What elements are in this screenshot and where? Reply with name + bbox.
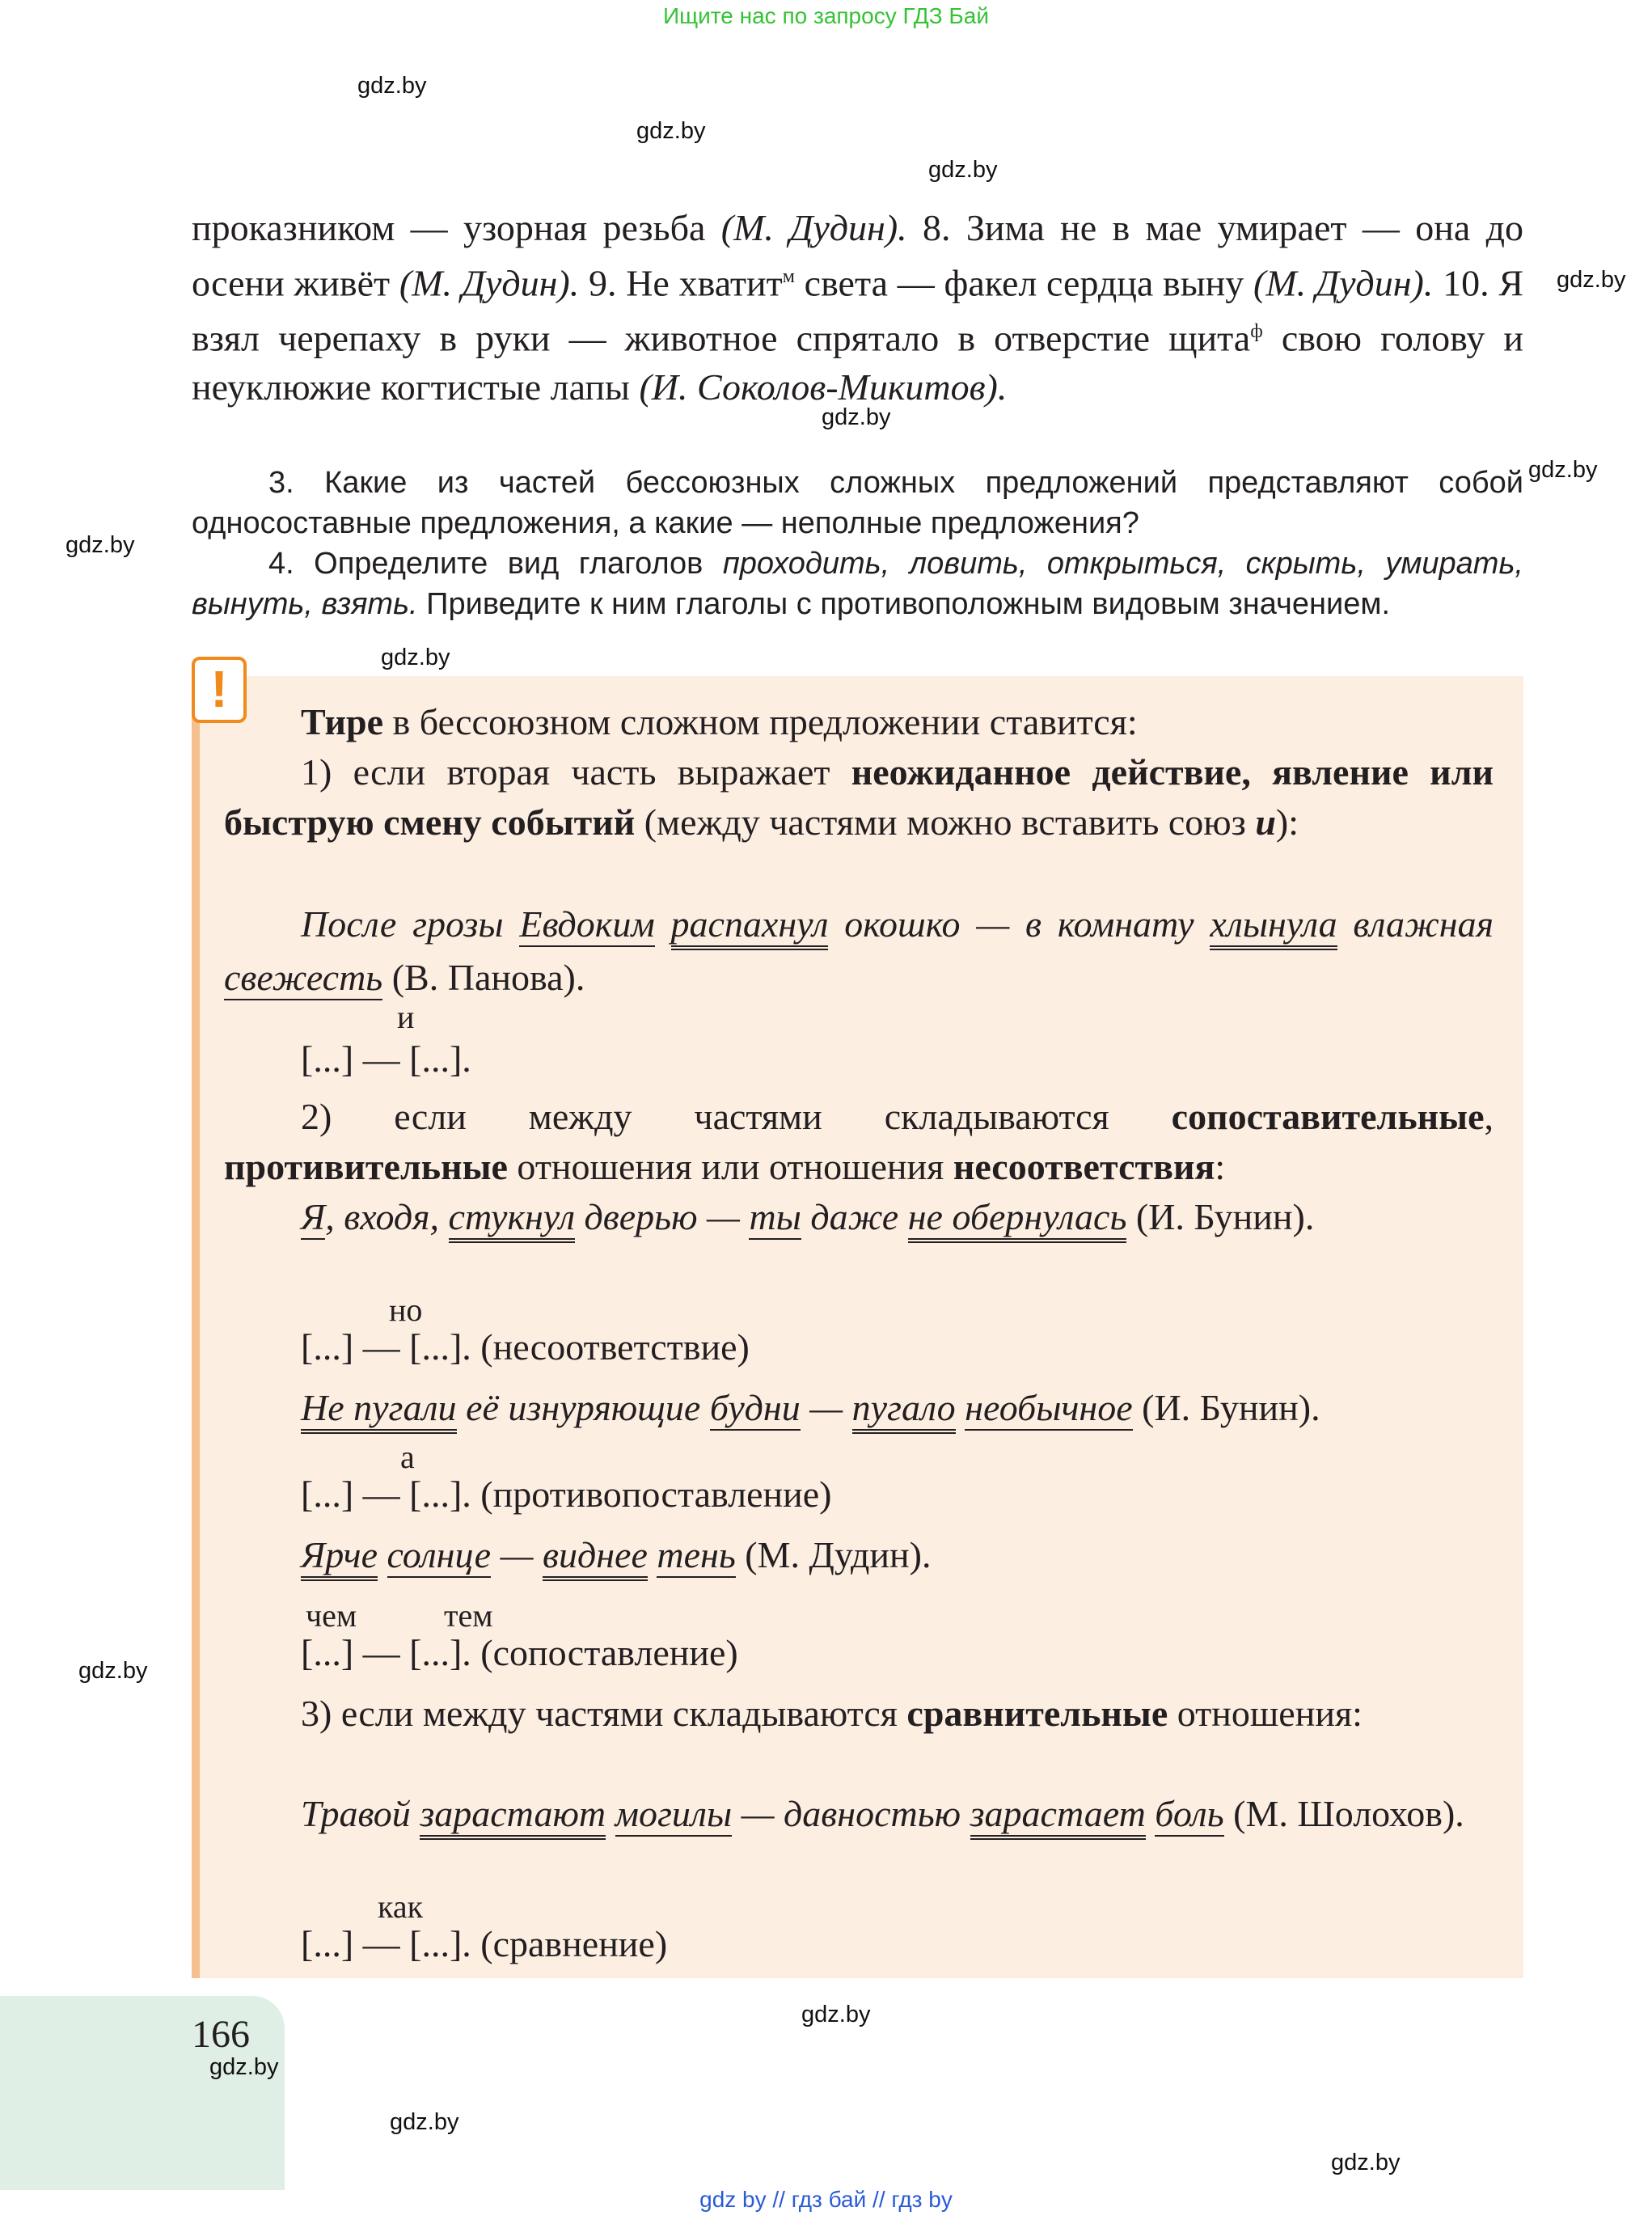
watermark: gdz.by xyxy=(928,157,998,183)
scheme-conjunction: как xyxy=(378,1888,424,1925)
watermark: gdz.by xyxy=(65,532,135,558)
example-3: Не пугали её изнуряющие будни — пугало необычное (И. Бунин). xyxy=(224,1383,1494,1433)
question-3: 3. Какие из частей бессоюзных сложных предложений представляют собой односоставные предложения, а какие — неполные предложения? xyxy=(192,466,1523,540)
scheme-conjunction: но xyxy=(389,1292,423,1328)
watermark: gdz.by xyxy=(1528,457,1598,483)
watermark: gdz.by xyxy=(381,645,450,670)
example-5: Травой зарастают могилы — давностью зарастает боль (М. Шолохов). xyxy=(224,1789,1494,1839)
rule-point-3: 3) если между частями складываются сравнительные отношения: xyxy=(301,1693,1363,1734)
scheme-2: [...] — [...]. (несоответствие) xyxy=(301,1326,750,1368)
example-4: Ярче солнце — виднее тень (М. Дудин). xyxy=(224,1530,1494,1580)
watermark: gdz.by xyxy=(636,118,706,144)
page-number: 166 xyxy=(192,2013,250,2056)
search-banner[interactable]: Ищите нас по запросу ГДЗ Бай xyxy=(662,3,990,28)
scheme-1: [...] — [...]. xyxy=(301,1038,471,1080)
watermark: gdz.by xyxy=(209,2054,279,2080)
example-1: После грозы Евдоким распахнул окошко — в комнату хлынула влажная свежесть (В. Панова). xyxy=(224,898,1494,1004)
scheme-conjunction: и xyxy=(397,999,415,1035)
scheme-4: [...] — [...]. (сопоставление) xyxy=(301,1632,738,1673)
scheme-conjunction: чем xyxy=(306,1597,357,1634)
attention-icon: ! xyxy=(192,657,247,723)
example-2: Я, входя, стукнул дверью — ты даже не обернулась (И. Бунин). xyxy=(224,1192,1494,1242)
question-4: 4. Определите вид глаголов проходить, ловить, открыться, скрыть, умирать, вынуть, взять. Приведите к ним глаголы с противоположным видовым значением. xyxy=(192,547,1523,621)
watermark: gdz.by xyxy=(801,2002,871,2027)
watermark: gdz.by xyxy=(1557,267,1626,293)
watermark: gdz.by xyxy=(390,2109,459,2135)
exercise-text: проказником — узорная резьба (М. Дудин). 8. Зима не в мае умирает — она до осени живёт (М. Дудин). 9. Не хватит$^м$ света — факел сердца выну (М. Дудин). 10. Я взял черепаху в руки — животное спрятало в отверстие щита$^ф$ свою голову и неуклюжие когтистые лапы (И. Соколов-Микитов). xyxy=(192,207,1524,408)
scheme-3: [...] — [...]. (противопоставление) xyxy=(301,1474,832,1515)
scheme-5: [...] — [...]. (сравнение) xyxy=(301,1923,668,1964)
rule-heading: Тире в бессоюзном сложном предложении ставится: xyxy=(301,701,1138,742)
rule-point-2: 2) если между частями складываются сопоставительные, противительные отношения или отношения несоответствия: xyxy=(224,1096,1494,1187)
watermark: gdz.by xyxy=(822,404,891,430)
rule-box-accent xyxy=(192,676,200,1978)
watermark: gdz.by xyxy=(1331,2150,1401,2175)
rule-point-1: 1) если вторая часть выражает неожиданное действие, явление или быструю смену событий (между частями можно вставить союз и): xyxy=(224,751,1494,843)
scheme-conjunction: а xyxy=(400,1439,415,1475)
scheme-conjunction: тем xyxy=(444,1597,493,1634)
footer-links[interactable]: gdz by // гдз бай // гдз by xyxy=(699,2187,953,2212)
watermark: gdz.by xyxy=(357,73,427,99)
watermark: gdz.by xyxy=(78,1658,148,1684)
